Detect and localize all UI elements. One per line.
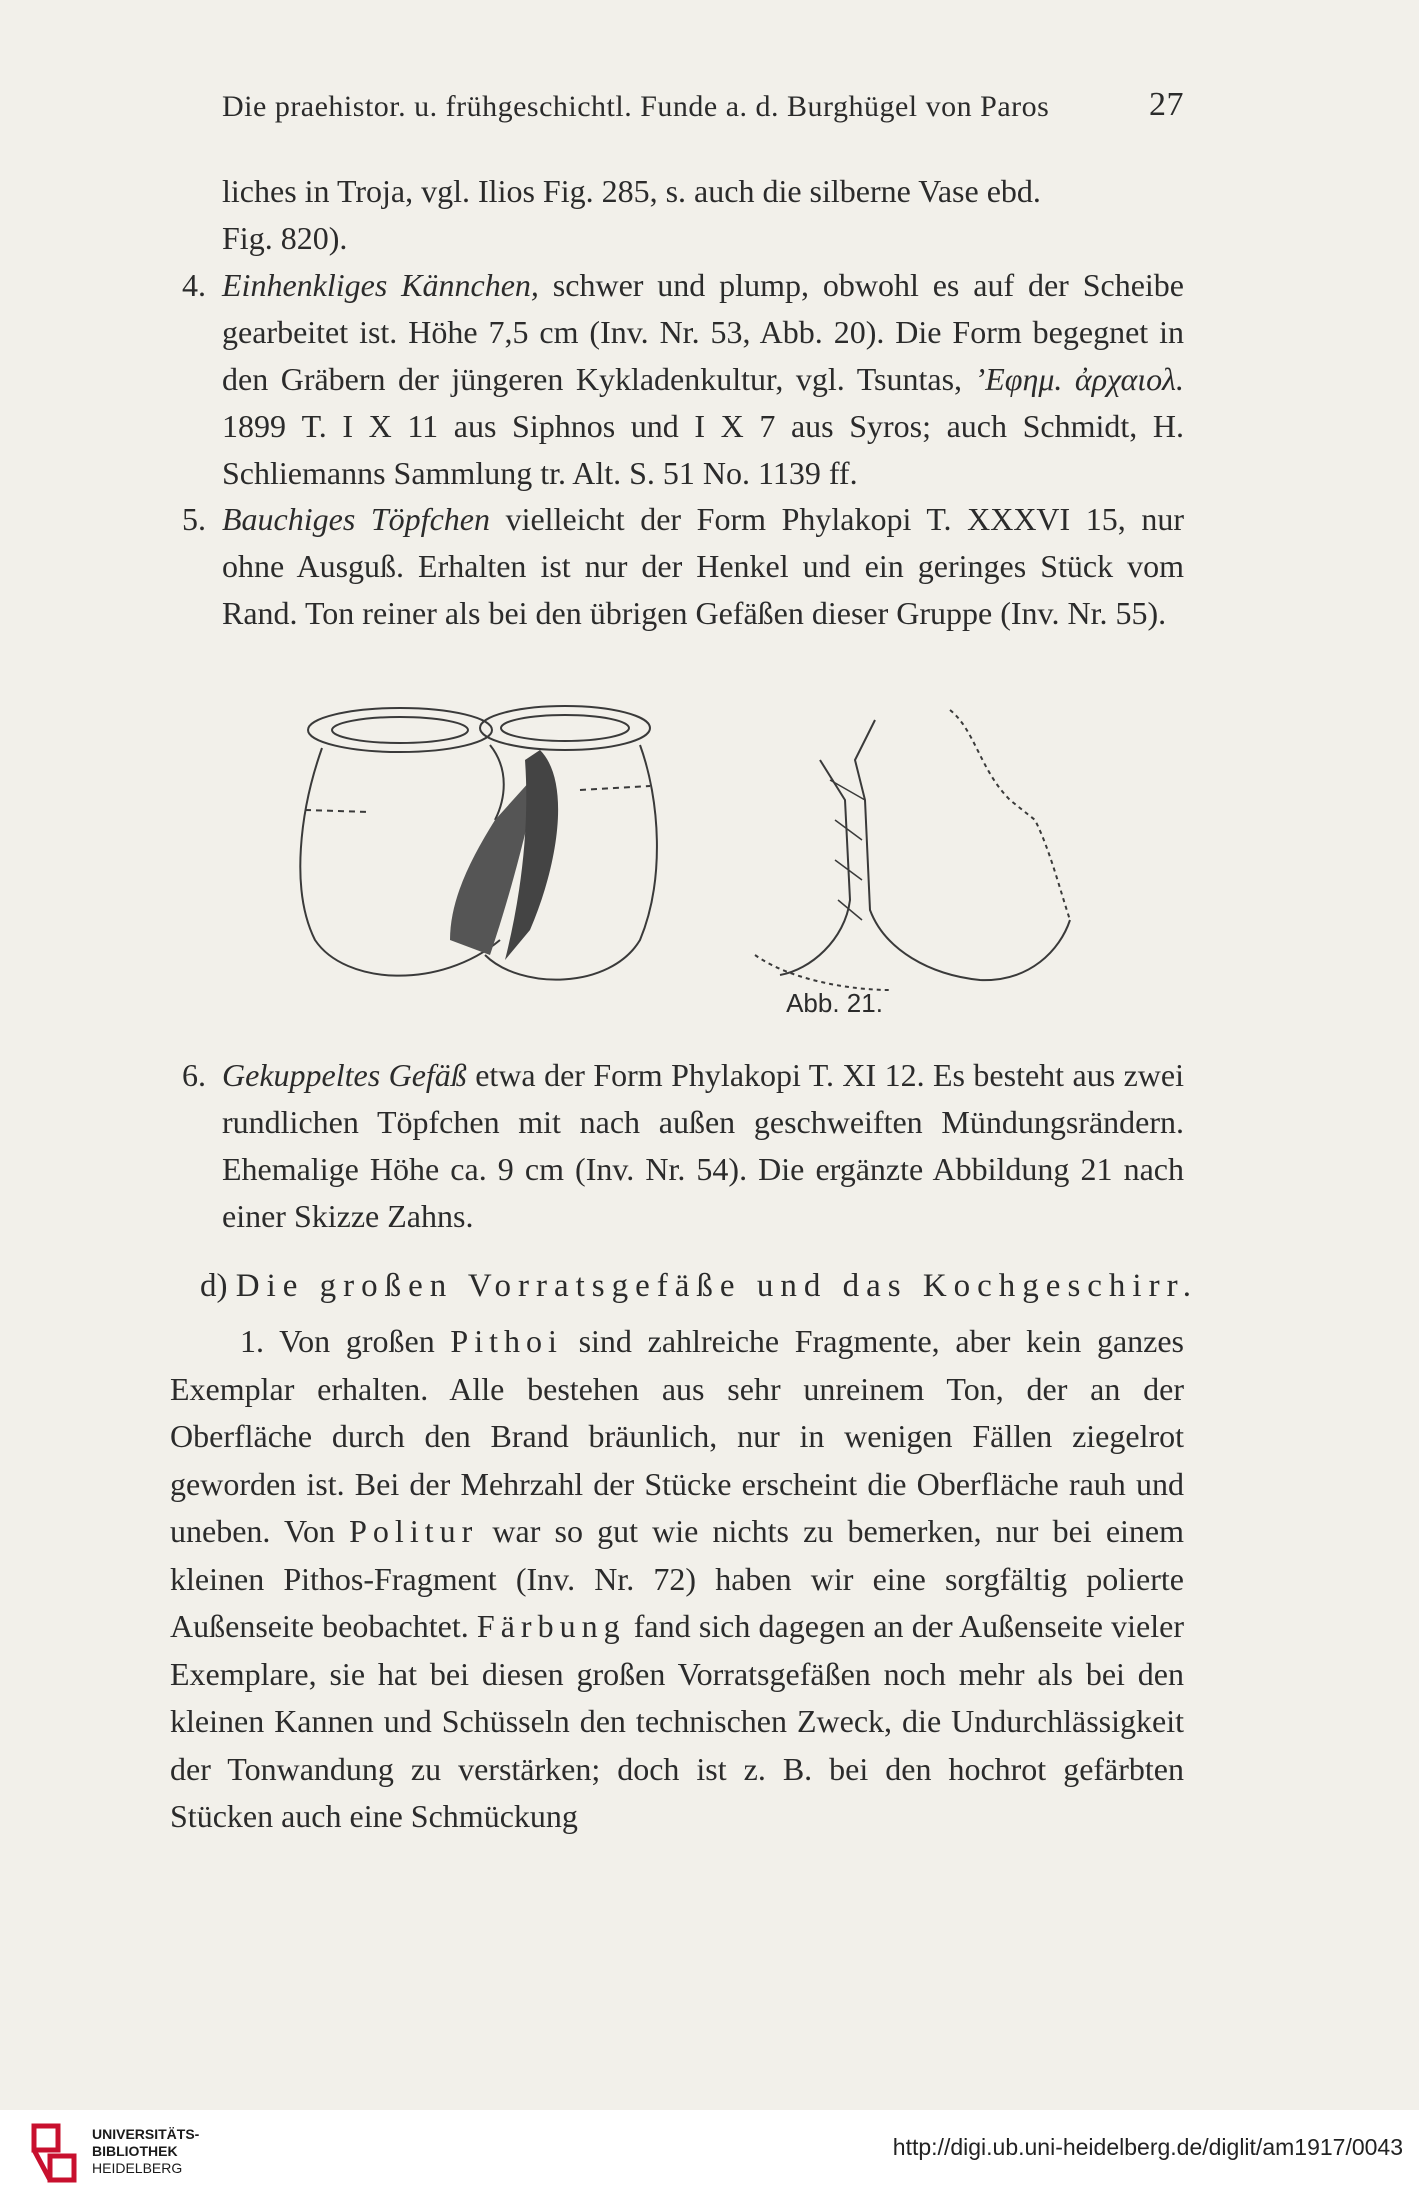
item-number: 6. xyxy=(182,1057,206,1093)
header-title: Die praehistor. u. frühgeschichtl. Funde a. d. Burghügel von Paros xyxy=(222,90,1050,123)
intro-paragraph xyxy=(222,168,1184,262)
item-5 xyxy=(182,496,1185,637)
figure-caption: Abb. 21. xyxy=(786,988,883,1018)
profile-section xyxy=(755,710,1070,990)
page-number: 27 xyxy=(1149,86,1184,123)
item-title: Einhenkliges Kännchen, xyxy=(222,267,539,303)
item-title: Bauchiges Töpfchen xyxy=(222,501,490,537)
section-title: Die großen Vorratsgefäße und das Kochgeschirr. xyxy=(235,1268,1199,1304)
text-line: liches in Troja, vgl. Ilios Fig. 285, s. auch die silberne Vase ebd. xyxy=(222,173,1041,209)
body-paragraph xyxy=(170,1318,1184,1841)
body-text: sind zahlreiche Fragmente, aber kein ganzes Exemplar erhalten. Alle bestehen aus sehr unreinem Ton, der an der Oberfläche durch den Brand bräunlich, nur in wenigen Fällen ziegelrot geworden ist. Bei der Mehrzahl der Stücke erscheint die Oberfläche rauh und uneben. Von xyxy=(170,1323,1185,1549)
figure-abb-21 xyxy=(290,690,1100,1020)
body-text: war so gut wie nichts zu bemerken, nur bei einem kleinen Pithos-Fragment (Inv. Nr. 72) haben wir eine sorgfältig polierte Außenseite beobachtet. xyxy=(170,1513,1185,1644)
item-6 xyxy=(182,1052,1185,1240)
section-heading xyxy=(200,1268,1198,1305)
item-text-2: 1899 T. I X 11 aus Siphnos und I X 7 aus Syros; auch Schmidt, H. Schliemanns Sammlung tr. Alt. S. 51 No. 1139 ff. xyxy=(222,408,1184,491)
body-text: fand sich dagegen an der Außenseite vieler Exemplare, sie hat bei diesen großen Vorratsgefäßen noch mehr als bei den kleinen Kannen und Schüsseln den technischen Zweck, die Undurchlässigkeit der Tonwandung zu verstärken; doch ist z. B. bei den hochrot gefärbten Stücken auch eine Schmückung xyxy=(170,1608,1184,1834)
spaced-term: Pithoi xyxy=(450,1323,563,1359)
item-text: etwa der Form Phylakopi T. XI 12. Es besteht aus zwei rundlichen Töpfchen mit nach außen geschweiften Mündungsrändern. Ehemalige Höhe ca. 9 cm (Inv. Nr. 54). Die ergänzte Abbildung 21 nach einer Skizze Zahns. xyxy=(222,1057,1185,1234)
spaced-term: Färbung xyxy=(476,1608,626,1644)
running-header xyxy=(222,86,1184,124)
library-logo-icon xyxy=(28,2118,80,2188)
item-greek: ’Εφημ. ἀρχαιολ. xyxy=(974,361,1185,397)
spaced-term: Politur xyxy=(349,1513,479,1549)
section-prefix: d) xyxy=(200,1268,236,1304)
right-pot-rim xyxy=(480,706,650,750)
item-number: 4. xyxy=(182,267,206,303)
item-title: Gekuppeltes Gefäß xyxy=(222,1057,467,1093)
item-text: vielleicht der Form Phylakopi T. XXXVI 15, nur ohne Ausguß. Erhalten ist nur der Henkel und ein geringes Stück vom Rand. Ton reiner als bei den übrigen Gefäßen dieser Gruppe (Inv. Nr. 55). xyxy=(222,501,1185,631)
item-number: 5. xyxy=(182,501,206,537)
library-name: UNIVERSITÄTS- BIBLIOTHEK HEIDELBERG xyxy=(92,2126,200,2176)
body-text: 1. Von großen xyxy=(240,1323,451,1359)
item-4 xyxy=(182,262,1185,497)
item-text: schwer und plump, obwohl es auf der Scheibe gearbeitet ist. Höhe 7,5 cm (Inv. Nr. 53, Abb. 20). Die Form begegnet in den Gräbern der jüngeren Kykladenkultur, vgl. Tsuntas, xyxy=(222,267,1185,397)
left-pot-rim xyxy=(308,708,492,752)
source-url[interactable]: http://digi.ub.uni-heidelberg.de/diglit/am1917/0043 xyxy=(892,2134,1403,2160)
text-line: Fig. 820). xyxy=(222,220,348,256)
